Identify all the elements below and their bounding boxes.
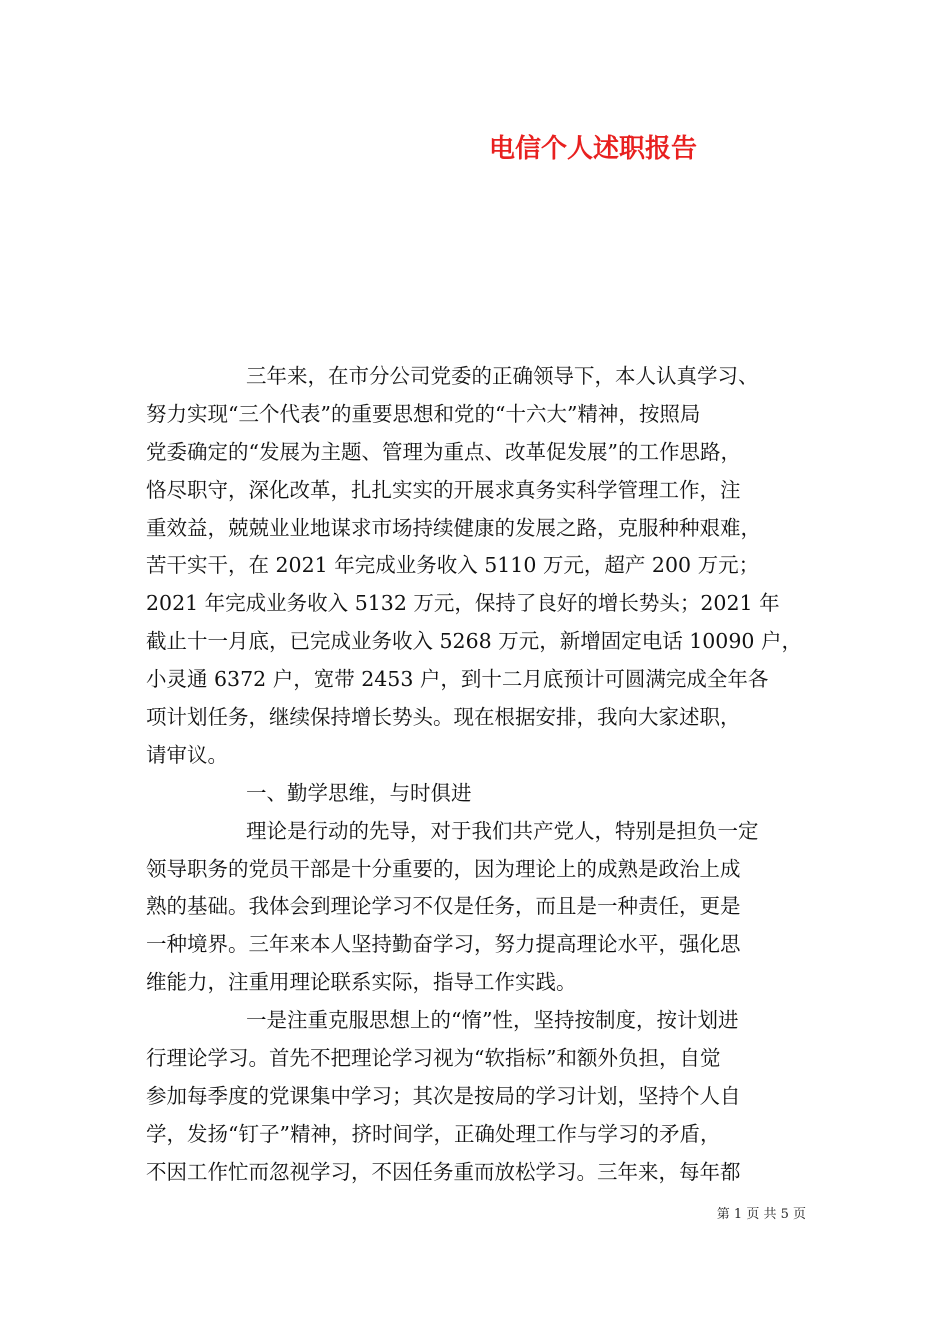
paragraph-line: 三年来，在市分公司党委的正确领导下，本人认真学习、 <box>246 364 759 388</box>
paragraph-line: 苦干实干，在 2021 年完成业务收入 5110 万元，超产 200 万元； <box>146 553 760 578</box>
paragraph-line: 参加每季度的党课集中学习；其次是按局的学习计划，坚持个人自 <box>146 1083 741 1108</box>
paragraph-line: 维能力，注重用理论联系实际，指导工作实践。 <box>146 970 577 995</box>
paragraph-line: 领导职务的党员干部是十分重要的，因为理论上的成熟是政治上成 <box>146 856 741 881</box>
paragraph-line: 恪尽职守，深化改革，扎扎实实的开展求真务实科学管理工作，注 <box>146 477 741 502</box>
document-title: 电信个人述职报告 <box>489 134 698 164</box>
paragraph-line: 理论是行动的先导，对于我们共产党人，特别是担负一定 <box>246 818 759 843</box>
paragraph-line: 截止十一月底，已完成业务收入 5268 万元，新增固定电话 10090 户， <box>146 629 802 654</box>
paragraph-line: 一是注重克服思想上的“惰”性，坚持按制度，按计划进 <box>246 1008 739 1033</box>
document-body <box>146 358 814 1192</box>
paragraph-line: 请审议。 <box>146 742 228 767</box>
paragraph-line: 行理论学习。首先不把理论学习视为“软指标”和额外负担，自觉 <box>146 1046 721 1071</box>
paragraph-line: 一种境界。三年来本人坚持勤奋学习，努力提高理论水平，强化思 <box>146 932 741 957</box>
paragraph-line: 学，发扬“钉子”精神，挤时间学，正确处理工作与学习的矛盾， <box>146 1121 721 1146</box>
paragraph-line: 熟的基础。我体会到理论学习不仅是任务，而且是一种责任，更是 <box>146 894 741 919</box>
paragraph-line: 2021 年完成业务收入 5132 万元，保持了良好的增长势头；2021 年 <box>146 591 780 616</box>
section-heading: 一、勤学思维，与时俱进 <box>246 780 472 805</box>
paragraph-line: 不因工作忙而忽视学习，不因任务重而放松学习。三年来，每年都 <box>146 1159 741 1184</box>
page-number-footer: 第 1 页 共 5 页 <box>716 1207 806 1222</box>
paragraph-line: 努力实现“三个代表”的重要思想和党的“十六大”精神，按照局 <box>146 401 701 426</box>
paragraph-line: 小灵通 6372 户，宽带 2453 户，到十二月底预计可圆满完成全年各 <box>146 667 769 692</box>
paragraph-line: 重效益，兢兢业业地谋求市场持续健康的发展之路，克服种种艰难， <box>146 515 761 540</box>
paragraph-line: 党委确定的“发展为主题、管理为重点、改革促发展”的工作思路， <box>146 439 741 464</box>
paragraph-line: 项计划任务，继续保持增长势头。现在根据安排，我向大家述职， <box>146 705 741 730</box>
